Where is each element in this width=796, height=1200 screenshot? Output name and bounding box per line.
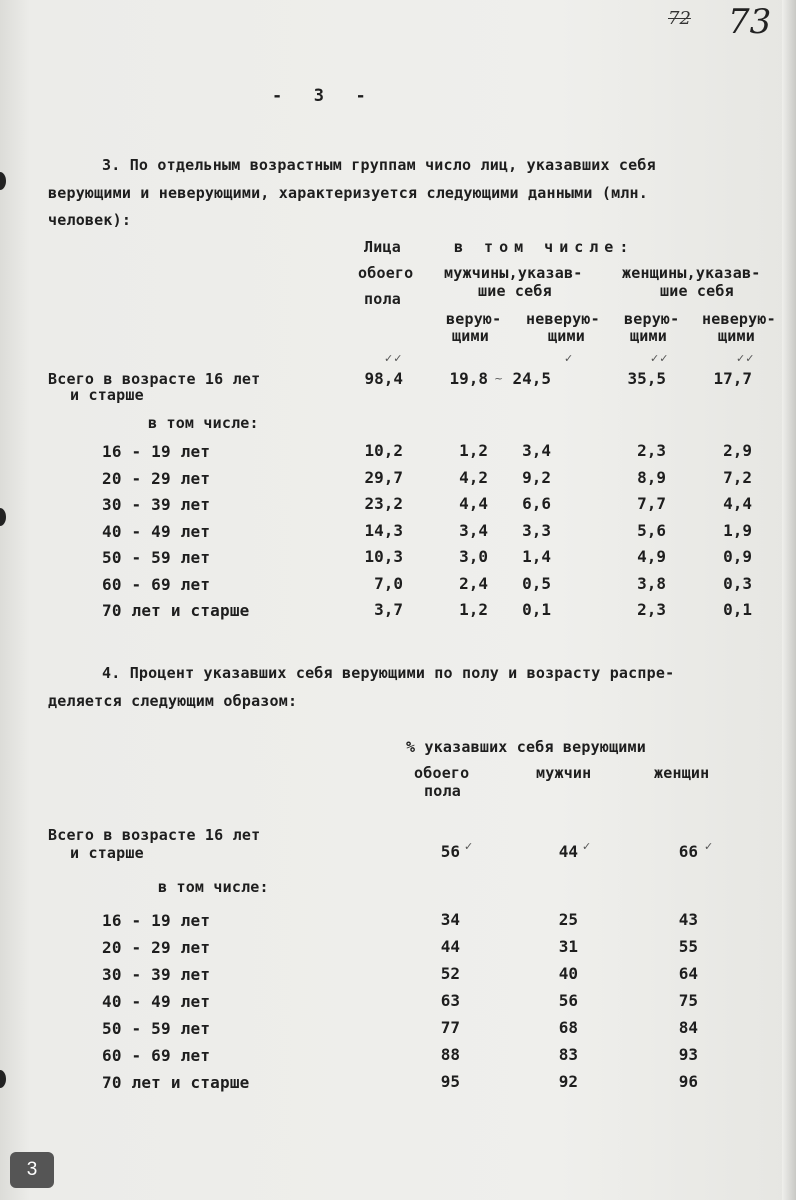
- table-cell: 1,9: [723, 520, 752, 540]
- header-total: обоего: [414, 764, 470, 782]
- table-cell: 7,0: [374, 573, 403, 593]
- header-nonbelievers-men: неверую-: [526, 310, 600, 328]
- row-label: 70 лет и старше: [102, 1073, 250, 1092]
- table-cell: 10,2: [364, 441, 403, 460]
- table-cell: 83: [558, 1045, 578, 1064]
- table-cell: 14,3: [364, 520, 403, 540]
- table-cell: 35,5: [627, 369, 666, 388]
- table-cell: 34: [440, 910, 460, 929]
- table-cell: 77: [440, 1018, 460, 1037]
- table-cell: 1,4: [522, 547, 551, 566]
- table-cell: 9,2: [522, 467, 551, 487]
- table-cell: 3,4: [459, 520, 488, 540]
- row-label: 50 - 59 лет: [102, 548, 211, 567]
- paragraph-line: верующими и неверующими, характеризуется следующими данными (млн.: [48, 184, 648, 202]
- row-label: 16 - 19 лет: [102, 911, 211, 930]
- binding-hole: [0, 508, 6, 526]
- row-label: 60 - 69 лет: [102, 574, 211, 594]
- paragraph-line: человек):: [48, 211, 132, 229]
- row-label: 60 - 69 лет: [102, 1046, 211, 1065]
- header-women: женщин: [654, 764, 710, 782]
- table-cell: 7,7: [637, 494, 666, 513]
- table-cell: 0,1: [723, 600, 752, 619]
- row-label: 50 - 59 лет: [102, 1019, 211, 1038]
- table-cell: 2,4: [459, 573, 488, 593]
- paragraph-line: деляется следующим образом:: [48, 692, 298, 710]
- header-believers-men: верую-: [446, 310, 502, 328]
- table-cell: 1,2: [459, 600, 488, 619]
- row-label: 30 - 39 лет: [102, 965, 211, 984]
- table-cell: 29,7: [364, 467, 403, 487]
- table-cell: 23,2: [364, 494, 403, 513]
- table-cell: 68: [558, 1018, 578, 1037]
- binding-hole: [0, 172, 6, 190]
- handwritten-check-mark: ✓: [704, 840, 714, 853]
- table-cell: 3,3: [522, 520, 551, 540]
- table-cell: 3,7: [374, 600, 403, 619]
- table-cell: 19,8: [449, 369, 488, 388]
- table-cell: 56: [558, 991, 578, 1010]
- row-label: 16 - 19 лет: [102, 442, 211, 461]
- header-total: пола: [424, 782, 461, 800]
- handwritten-check-mark: ✓✓: [736, 352, 755, 365]
- table-cell: 75: [678, 991, 698, 1010]
- table-cell: 0,1: [522, 600, 551, 619]
- header-men: мужчин: [536, 764, 592, 782]
- handwritten-check-mark: ✓✓: [650, 352, 669, 365]
- header-believers-women: верую-: [624, 310, 680, 328]
- row-label: 40 - 49 лет: [102, 521, 211, 541]
- table-cell: 40: [558, 964, 578, 983]
- page-edge-shadow: [782, 0, 796, 1200]
- row-label: 40 - 49 лет: [102, 992, 211, 1011]
- header-women: женщины,указав-: [622, 264, 761, 282]
- row-label: 20 - 29 лет: [102, 938, 211, 957]
- table-cell: 7,2: [723, 467, 752, 487]
- row-label: Всего в возрасте 16 лет: [48, 826, 261, 844]
- table-cell: 43: [678, 910, 698, 929]
- table-cell: 55: [678, 937, 698, 956]
- row-label: 70 лет и старше: [102, 601, 250, 620]
- table-cell: 4,4: [723, 494, 752, 513]
- struck-archive-number: 72: [668, 8, 691, 29]
- header-percent: % указавших себя верующими: [406, 738, 646, 756]
- table-cell: 98,4: [364, 369, 403, 388]
- table-cell: 95: [440, 1072, 460, 1091]
- table-cell: 64: [678, 964, 698, 983]
- row-label: и старше: [70, 386, 144, 404]
- handwritten-check-mark: ✓: [464, 840, 474, 853]
- table-cell: 84: [678, 1018, 698, 1037]
- table-cell: 52: [440, 964, 460, 983]
- table-cell: 96: [678, 1072, 698, 1091]
- table-cell: 3,4: [522, 441, 551, 460]
- table-cell: 0,9: [723, 547, 752, 566]
- header-women: шие себя: [660, 282, 734, 300]
- header-men: шие себя: [478, 282, 552, 300]
- page-number-label: - 3 -: [272, 86, 366, 106]
- handwritten-check-mark: ✓✓: [384, 352, 403, 365]
- table-cell: 2,9: [723, 441, 752, 460]
- row-label: и старше: [70, 844, 144, 862]
- header-nonbelievers-men: щими: [548, 327, 585, 345]
- header-total: обоего: [358, 264, 414, 282]
- table-cell: 8,9: [637, 467, 666, 487]
- table-cell: 4,2: [459, 467, 488, 487]
- table-cell: 4,4: [459, 494, 488, 513]
- table-cell: 4,9: [637, 547, 666, 566]
- page-badge: 3: [10, 1152, 54, 1188]
- handwritten-check-mark: ✓: [582, 840, 592, 853]
- sub-label: в том числе:: [158, 878, 269, 896]
- row-label: Всего в возрасте 16 лет: [48, 370, 261, 388]
- table-cell: 66: [678, 842, 698, 861]
- header-total: Лица: [364, 238, 401, 256]
- row-label: 20 - 29 лет: [102, 468, 211, 488]
- table-cell: 56: [440, 842, 460, 861]
- header-nonbelievers-women: щими: [718, 327, 755, 345]
- table-cell: 2,3: [637, 441, 666, 460]
- table-cell: 2,3: [637, 600, 666, 619]
- table-cell: 24,5: [512, 369, 551, 388]
- table-cell: 93: [678, 1045, 698, 1064]
- paragraph-line: 3. По отдельным возрастным группам число лиц, указавших себя: [102, 156, 656, 174]
- paragraph-line: 4. Процент указавших себя верующими по полу и возрасту распре-: [102, 664, 675, 682]
- handwritten-check-mark: ~: [494, 372, 504, 385]
- table-cell: 44: [440, 937, 460, 956]
- header-believers-women: щими: [630, 327, 667, 345]
- table-cell: 31: [558, 937, 578, 956]
- table-cell: 10,3: [364, 547, 403, 566]
- header-in-number: в том числе:: [454, 238, 635, 256]
- table-cell: 44: [558, 842, 578, 861]
- header-men: мужчины,указав-: [444, 264, 583, 282]
- table-cell: 1,2: [459, 441, 488, 460]
- row-label: 30 - 39 лет: [102, 495, 211, 514]
- table-cell: 5,6: [637, 520, 666, 540]
- table-cell: 6,6: [522, 494, 551, 513]
- handwritten-check-mark: ✓: [564, 352, 574, 365]
- table-cell: 92: [558, 1072, 578, 1091]
- table-cell: 0,3: [723, 573, 752, 593]
- sub-label: в том числе:: [148, 414, 259, 432]
- table-cell: 3,0: [459, 547, 488, 566]
- header-total: пола: [364, 290, 401, 308]
- table-cell: 0,5: [522, 573, 551, 593]
- table-cell: 25: [558, 910, 578, 929]
- table-cell: 3,8: [637, 573, 666, 593]
- table-cell: 17,7: [713, 369, 752, 388]
- header-nonbelievers-women: неверую-: [702, 310, 776, 328]
- binding-hole: [0, 1070, 6, 1088]
- table-cell: 63: [440, 991, 460, 1010]
- table-cell: 88: [440, 1045, 460, 1064]
- header-believers-men: щими: [452, 327, 489, 345]
- archive-page-number: 73: [728, 2, 772, 42]
